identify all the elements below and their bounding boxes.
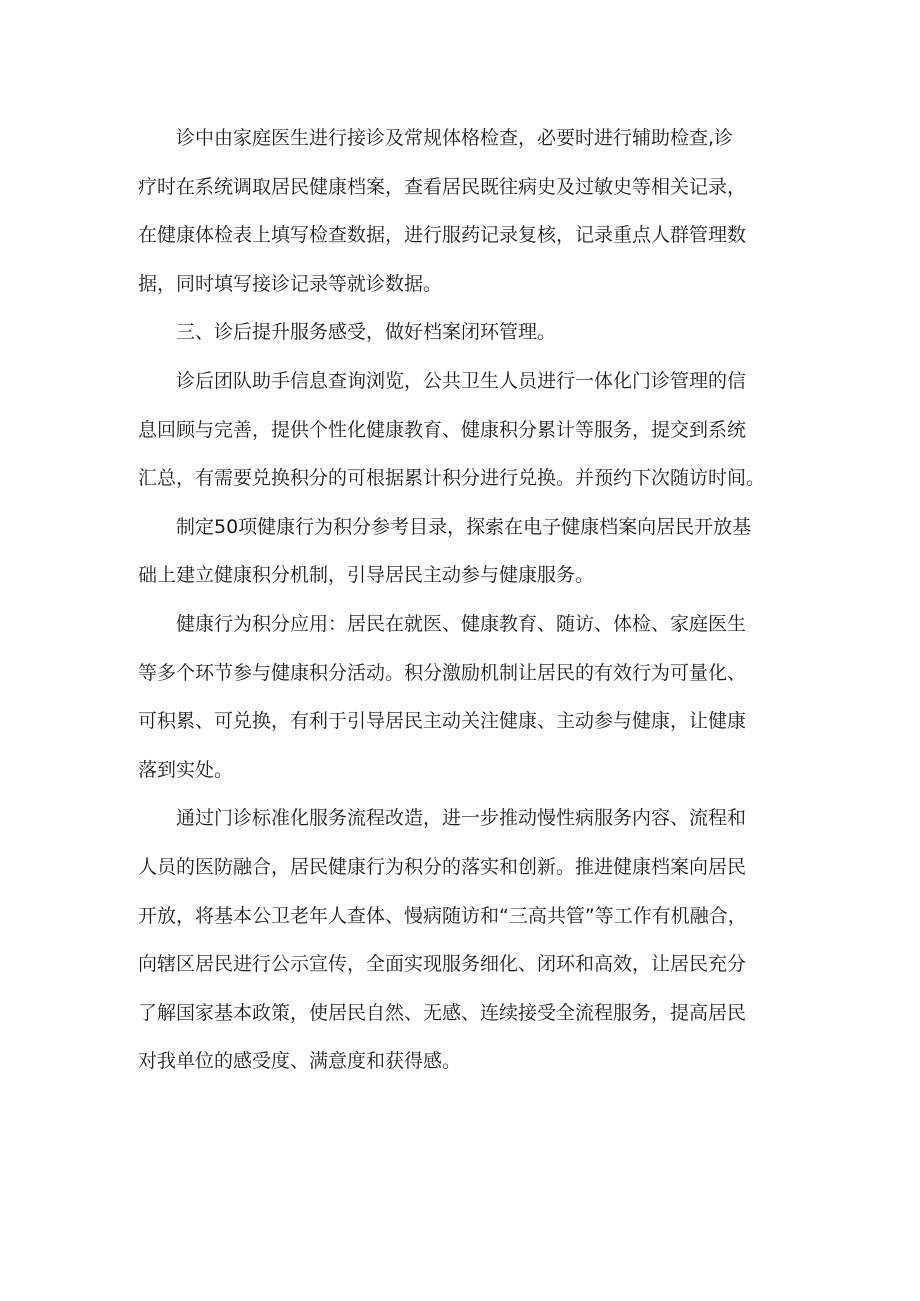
paragraph: [138, 357, 798, 503]
text-line: 据，同时填写接诊记录等就诊数据。: [138, 272, 443, 295]
text-line: 息回顾与完善，提供个性化健康教育、健康积分累计等服务，提交到系统: [138, 418, 747, 441]
paragraph: [138, 503, 798, 600]
paragraph: [138, 114, 798, 308]
text-line: 向辖区居民进行公示宣传，全面实现服务细化、闭环和高效，让居民充分: [138, 953, 747, 976]
text-line: 诊中由家庭医生进行接诊及常规体格检查，必要时进行辅助检查,诊: [176, 127, 734, 149]
text-line: 汇总，有需要兑换积分的可根据累计积分进行兑换。并预约下次随访时间。: [138, 467, 766, 490]
text-line: 等多个环节参与健康积分活动。积分激励机制让居民的有效行为可量化、: [138, 661, 747, 684]
text-line: 可积累、可兑换，有利于引导居民主动关注健康、主动参与健康，让健康: [138, 710, 747, 733]
text-line: 对我单位的感受度、满意度和获得感。: [138, 1050, 462, 1073]
text-line: 健康行为积分应用：居民在就医、健康教育、随访、体检、家庭医生: [176, 612, 747, 635]
text-line: 诊后团队助手信息查询浏览，公共卫生人员进行一体化门诊管理的信: [176, 369, 747, 392]
text-line: 在健康体检表上填写检查数据，进行服药记录复核，记录重点人群管理数: [138, 224, 747, 247]
text-line: 落到实处。: [138, 758, 234, 781]
document-body: [138, 114, 798, 1086]
text-line: 开放，将基本公卫老年人查体、慢病随访和“三高共管”等工作有机融合，: [138, 904, 747, 927]
paragraph: [138, 794, 798, 1086]
text-line: 制定50项健康行为积分参考目录，探索在电子健康档案向居民开放基: [176, 515, 752, 538]
text-line: 础上建立健康积分机制，引导居民主动参与健康服务。: [138, 564, 595, 587]
text-line: 了解国家基本政策，使居民自然、无感、连续接受全流程服务，提高居民: [138, 1001, 747, 1024]
paragraph: [138, 600, 798, 794]
text-line: 通过门诊标准化服务流程改造，进一步推动慢性病服务内容、流程和: [176, 807, 747, 830]
text-line: 三、诊后提升服务感受，做好档案闭环管理。: [176, 321, 557, 344]
text-line: 疗时在系统调取居民健康档案，查看居民既往病史及过敏史等相关记录，: [138, 175, 747, 198]
section-heading: [138, 308, 798, 357]
text-line: 人员的医防融合，居民健康行为积分的落实和创新。推进健康档案向居民: [138, 855, 747, 878]
